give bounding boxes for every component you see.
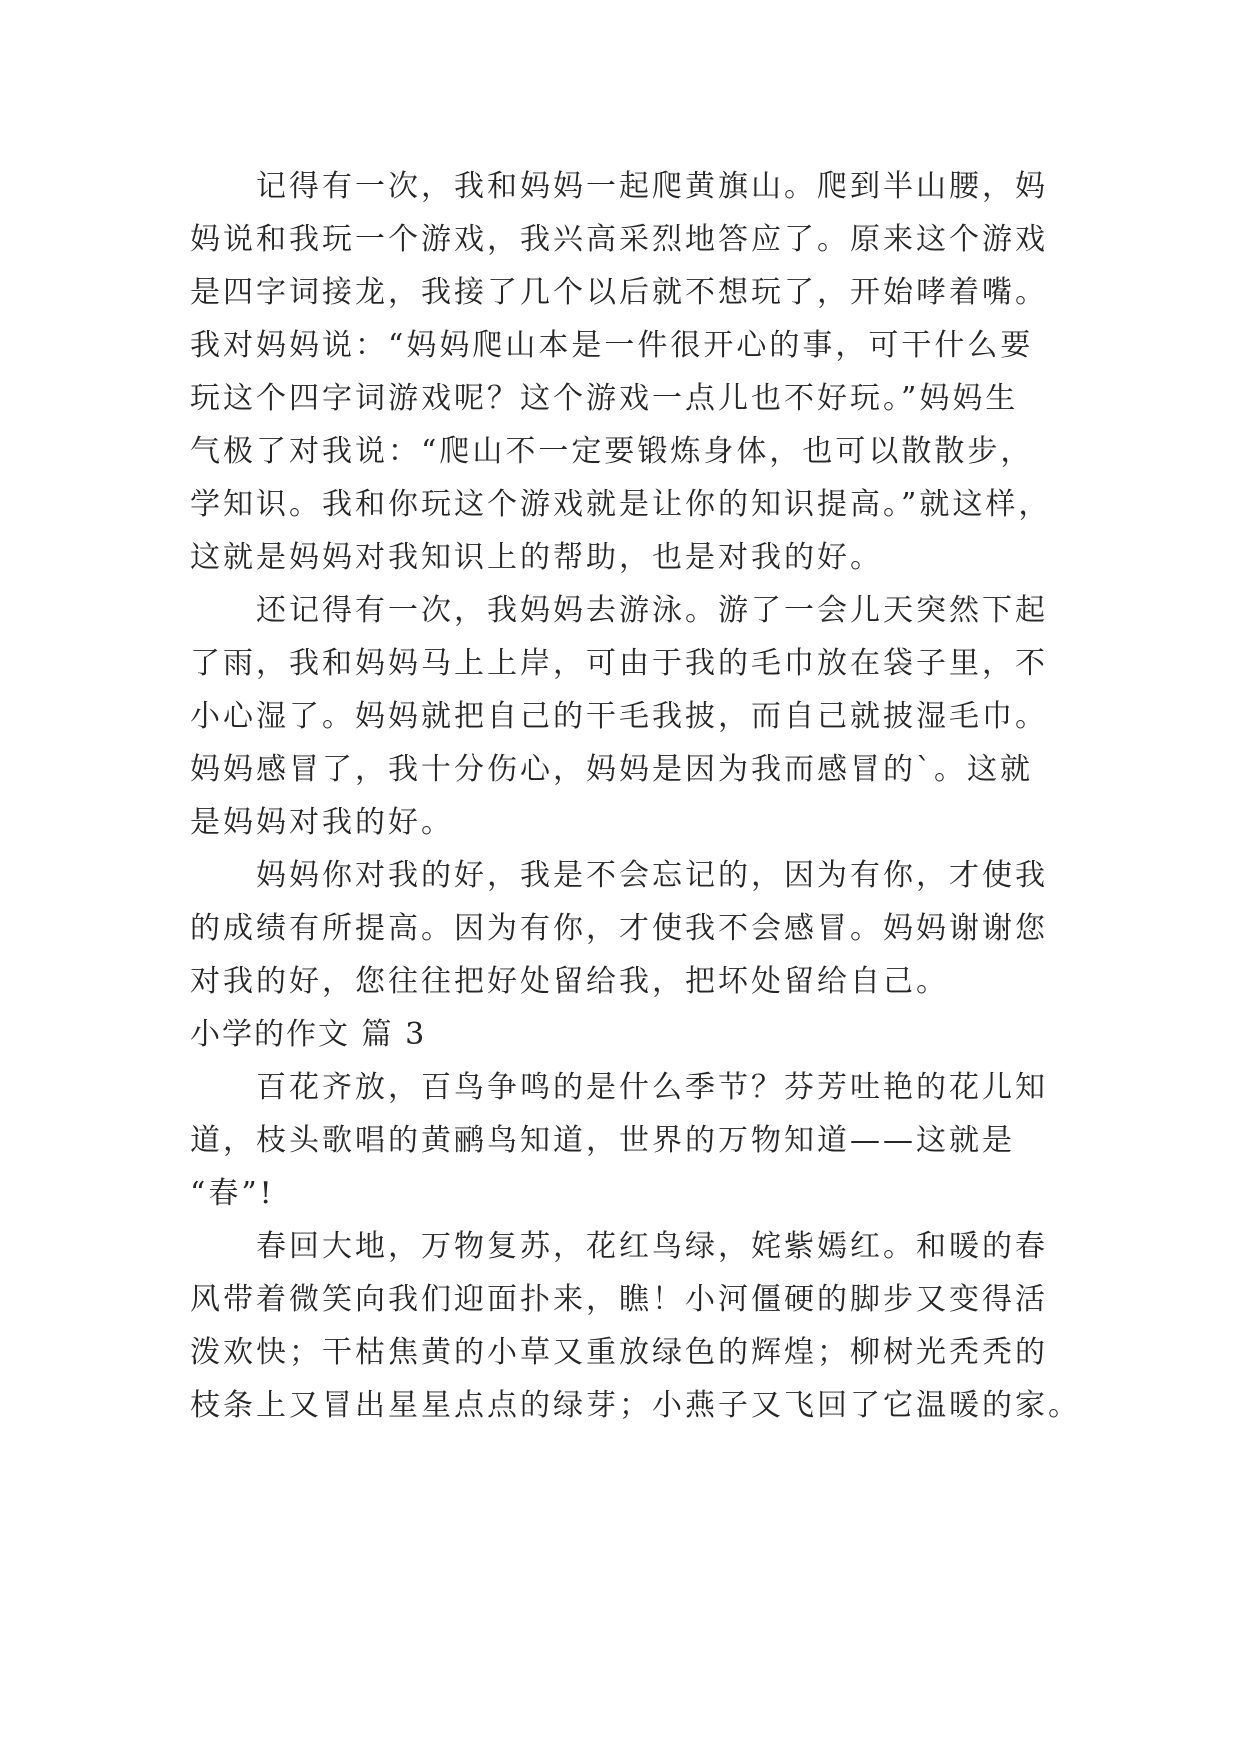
text-line: 气极了对我说：“爬山不一定要锻炼身体，也可以散散步， (190, 434, 1034, 469)
text-line: 妈妈你对我的好，我是不会忘记的，因为有你，才使我 (256, 858, 1048, 893)
paragraph (190, 160, 1090, 584)
text-line: 我对妈妈说：“妈妈爬山本是一件很开心的事，可干什么要 (190, 328, 1034, 363)
text-line: 妈妈感冒了，我十分伤心，妈妈是因为我而感冒的`。这就 (190, 752, 1033, 787)
text-line: 小心湿了。妈妈就把自己的干毛我披，而自己就披湿毛巾。 (190, 699, 1048, 734)
text-line: 妈说和我玩一个游戏，我兴高采烈地答应了。原来这个游戏 (190, 222, 1048, 257)
text-line: 对我的好，您往往把好处留给我，把坏处留给自己。 (190, 964, 949, 999)
text-line: 是四字词接龙，我接了几个以后就不想玩了，开始哮着嘴。 (190, 275, 1048, 310)
document-page (190, 160, 1090, 1432)
text-line: 春回大地，万物复苏，花红鸟绿，姹紫嫣红。和暖的春 (256, 1229, 1048, 1264)
section-heading: 小学的作文 篇 3 (190, 1017, 427, 1052)
paragraph (190, 584, 1090, 849)
text-line: 是妈妈对我的好。 (190, 805, 454, 840)
text-line: “春”! (190, 1176, 275, 1211)
paragraph (190, 849, 1090, 1008)
text-line: 还记得有一次，我妈妈去游泳。游了一会儿天突然下起 (256, 593, 1048, 628)
paragraph (190, 1220, 1090, 1432)
text-line: 这就是妈妈对我知识上的帮助，也是对我的好。 (190, 540, 883, 575)
text-line: 枝条上又冒出星星点点的绿芽；小燕子又飞回了它温暖的家。 (190, 1388, 1081, 1423)
text-line: 百花齐放，百鸟争鸣的是什么季节？芬芳吐艳的花儿知 (256, 1070, 1048, 1105)
text-line: 泼欢快；干枯焦黄的小草又重放绿色的辉煌；柳树光秃秃的 (190, 1335, 1048, 1370)
text-line: 道，枝头歌唱的黄鹂鸟知道，世界的万物知道——这就是 (190, 1123, 1015, 1158)
text-line: 了雨，我和妈妈马上上岸，可由于我的毛巾放在袋子里，不 (190, 646, 1048, 681)
text-line: 学知识。我和你玩这个游戏就是让你的知识提高。”就这样， (190, 487, 1052, 522)
text-line: 的成绩有所提高。因为有你，才使我不会感冒。妈妈谢谢您 (190, 911, 1048, 946)
text-line: 玩这个四字词游戏呢？这个游戏一点儿也不好玩。”妈妈生 (190, 381, 1019, 416)
paragraph (190, 1061, 1090, 1220)
text-line: 风带着微笑向我们迎面扑来，瞧！小河僵硬的脚步又变得活 (190, 1282, 1048, 1317)
text-line: 记得有一次，我和妈妈一起爬黄旗山。爬到半山腰，妈 (256, 169, 1048, 204)
